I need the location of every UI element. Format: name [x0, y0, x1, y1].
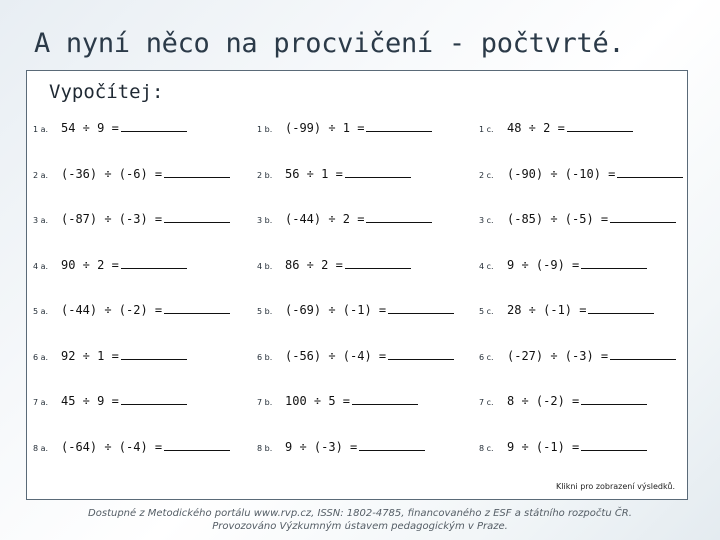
answer-blank: [567, 130, 633, 132]
exercise-item: [257, 349, 454, 363]
exercise-item: [33, 440, 230, 454]
answer-blank: [164, 312, 230, 314]
exercise-expression: 9 ÷ (-1) =: [507, 439, 580, 454]
answer-blank: [164, 176, 230, 178]
exercise-item: [479, 394, 647, 408]
answer-blank: [388, 312, 454, 314]
exercise-expression: (-85) ÷ (-5) =: [507, 212, 609, 226]
exercise-expression: 54 ÷ 9 =: [61, 121, 119, 135]
exercise-heading: Vypočítej:: [49, 81, 164, 103]
exercise-row: [27, 167, 687, 213]
exercise-expression: (-27) ÷ (-3) =: [507, 348, 609, 363]
exercise-label: 7 c.: [479, 398, 494, 407]
footer-line-2: Provozováno Výzkumným ústavem pedagogickým v Praze.: [212, 521, 508, 532]
exercise-expression: 45 ÷ 9 =: [61, 394, 119, 408]
exercise-expression: (-36) ÷ (-6) =: [61, 166, 163, 181]
exercise-label: 8 a.: [33, 443, 49, 453]
exercise-label: 1 c.: [479, 125, 494, 134]
exercise-label: 8 b.: [257, 443, 273, 453]
exercise-expression: 9 ÷ (-3) =: [285, 439, 358, 454]
exercise-row: [27, 440, 687, 486]
exercise-row: [27, 394, 687, 440]
exercise-expression: (-99) ÷ 1 =: [285, 121, 365, 135]
exercise-item: [479, 303, 654, 317]
exercise-item: [33, 349, 187, 363]
exercise-item: [479, 121, 633, 135]
exercise-expression: 28 ÷ (-1) =: [507, 303, 587, 317]
exercise-item: [257, 212, 432, 226]
slide-title: A nyní něco na procvičení - počtvrté.: [34, 28, 625, 59]
exercise-expression: (-69) ÷ (-1) =: [285, 303, 387, 317]
exercise-label: 7 a.: [33, 398, 49, 407]
exercise-label: 6 a.: [33, 352, 49, 362]
answer-blank: [581, 449, 647, 451]
exercise-expression: 92 ÷ 1 =: [61, 348, 119, 363]
exercise-label: 2 b.: [257, 170, 273, 180]
exercise-label: 5 c.: [479, 307, 494, 316]
exercise-expression: (-87) ÷ (-3) =: [61, 212, 163, 226]
exercise-label: 1 a.: [33, 125, 49, 134]
exercise-label: 6 c.: [479, 352, 494, 362]
exercise-row: [27, 349, 687, 395]
answer-blank: [121, 267, 187, 269]
exercise-label: 4 a.: [33, 261, 49, 271]
answer-blank: [345, 176, 411, 178]
answer-blank: [164, 221, 230, 223]
exercise-expression: 9 ÷ (-9) =: [507, 257, 580, 272]
answer-blank: [366, 130, 432, 132]
answer-blank: [121, 130, 187, 132]
exercise-label: 5 b.: [257, 307, 273, 316]
answer-blank: [352, 403, 418, 405]
exercise-expression: 100 ÷ 5 =: [285, 394, 351, 408]
exercise-panel: [26, 70, 688, 500]
exercise-row: [27, 258, 687, 304]
exercise-item: [257, 440, 425, 454]
exercise-expression: (-44) ÷ (-2) =: [61, 303, 163, 317]
exercise-expression: (-44) ÷ 2 =: [285, 212, 365, 226]
exercise-item: [479, 167, 683, 181]
answer-blank: [581, 267, 647, 269]
answer-blank: [164, 449, 230, 451]
exercise-label: 2 c.: [479, 170, 494, 180]
exercise-label: 1 b.: [257, 125, 273, 134]
exercise-label: 2 a.: [33, 170, 49, 180]
answer-blank: [588, 312, 654, 314]
exercise-label: 5 a.: [33, 307, 49, 316]
answer-blank: [610, 221, 676, 223]
exercise-item: [33, 212, 230, 226]
exercise-item: [257, 121, 432, 135]
show-results-link[interactable]: Klikni pro zobrazení výsledků.: [556, 482, 675, 491]
exercise-label: 7 b.: [257, 398, 273, 407]
answer-blank: [617, 176, 683, 178]
answer-blank: [121, 358, 187, 360]
footer: [0, 507, 720, 533]
exercise-item: [479, 258, 647, 272]
exercise-label: 3 a.: [33, 216, 49, 225]
exercise-item: [33, 121, 187, 135]
answer-blank: [610, 358, 676, 360]
exercise-item: [479, 349, 676, 363]
exercise-label: 4 b.: [257, 261, 273, 271]
exercise-expression: (-56) ÷ (-4) =: [285, 348, 387, 363]
exercise-label: 6 b.: [257, 352, 273, 362]
exercise-expression: 90 ÷ 2 =: [61, 257, 119, 272]
exercise-item: [479, 440, 647, 454]
exercise-expression: 8 ÷ (-2) =: [507, 394, 580, 408]
exercise-expression: (-90) ÷ (-10) =: [507, 166, 616, 181]
exercise-item: [33, 258, 187, 272]
answer-blank: [121, 403, 187, 405]
answer-blank: [581, 403, 647, 405]
exercise-item: [33, 303, 230, 317]
exercise-expression: 56 ÷ 1 =: [285, 166, 343, 181]
exercise-item: [257, 303, 454, 317]
exercise-label: 3 c.: [479, 216, 494, 225]
exercise-row: [27, 212, 687, 258]
exercise-item: [33, 394, 187, 408]
exercise-expression: (-64) ÷ (-4) =: [61, 439, 163, 454]
exercise-label: 3 b.: [257, 216, 273, 225]
exercise-expression: 48 ÷ 2 =: [507, 121, 565, 135]
exercise-expression: 86 ÷ 2 =: [285, 257, 343, 272]
answer-blank: [345, 267, 411, 269]
exercise-label: 4 c.: [479, 261, 494, 271]
answer-blank: [366, 221, 432, 223]
exercise-label: 8 c.: [479, 443, 494, 453]
exercise-row: [27, 121, 687, 167]
exercise-item: [257, 167, 411, 181]
exercise-item: [257, 258, 411, 272]
exercise-item: [479, 212, 676, 226]
exercise-item: [257, 394, 418, 408]
exercise-item: [33, 167, 230, 181]
exercise-grid: [27, 121, 687, 485]
answer-blank: [388, 358, 454, 360]
answer-blank: [359, 449, 425, 451]
footer-line-1: Dostupné z Metodického portálu www.rvp.cz, ISSN: 1802-4785, financovaného z ESF a státního rozpočtu ČR.: [88, 508, 632, 519]
exercise-row: [27, 303, 687, 349]
